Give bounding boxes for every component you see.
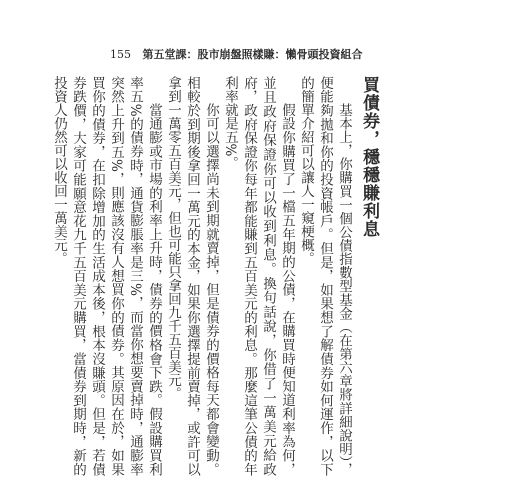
chapter-title: 第五堂課：股市崩盤照樣賺：懶骨頭投資組合 <box>142 48 363 61</box>
paragraph: 當通膨或市場的利率上升時，債券的價格會下跌。假設購買利率五%的債券時，通貨膨脹率是三%，而當你想要賣掉時，通膨率突然上升到五%，則應該沒有人想買你的債券。其原因在於，如果買你的債券，在扣除增加的生活成本後，根本沒賺頭。但是，若債券跌價，大家可能願意花九千五百美元購買，當債券到期時，新的投資人仍然可以收回一萬美元。 <box>51 76 162 476</box>
paragraph: 你可以選擇尚未到期就賣掉，但是債券的價格每天都會變動。相較於到期後拿回一萬元的本金，如果你選擇提前賣掉，或許可以拿到一萬零五百美元，但也可能只拿回九千五百美元。 <box>165 76 219 476</box>
paragraph: 基本上，你購買一個公債指數型基金（在第六章將詳細說明），便能夠拋和你的投資帳戶。但是，如果想了解債券如何運作，以下的簡單介紹可以讓人一窺梗概。 <box>298 76 352 476</box>
paragraph: 假設你購買了一檔五年期的公債，在購買時便知道利率為何，並且政府保證你可以收到利息。換句話說，你借了一萬美元給政府，政府保證你每年都能賺到五百美元的利息。那麼這筆公債的年利率就是五%。 <box>222 76 295 476</box>
page-number: 155 <box>110 48 131 61</box>
body-text <box>51 76 380 476</box>
section-title: 買債券，穩穩賺利息 <box>359 76 379 238</box>
running-header <box>110 48 363 62</box>
